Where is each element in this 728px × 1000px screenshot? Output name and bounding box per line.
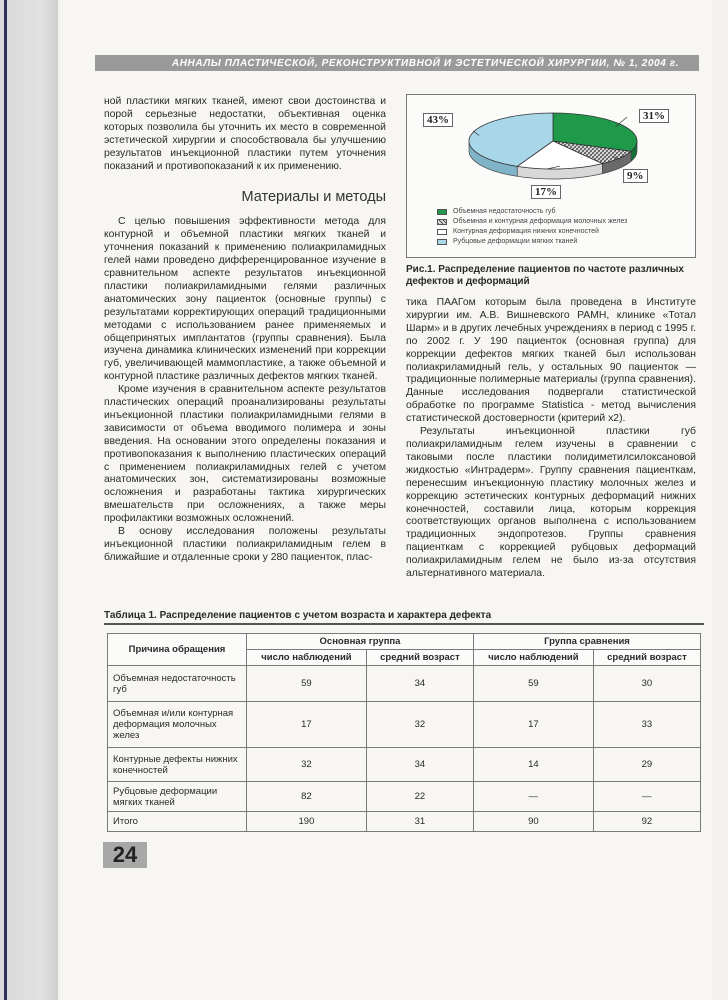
cell-main-age: 34 bbox=[366, 666, 473, 702]
header-compare-group: Группа сравнения bbox=[473, 634, 700, 650]
cell-compare-age: 92 bbox=[593, 812, 700, 832]
right-column bbox=[406, 297, 696, 581]
legend-swatch-blue bbox=[437, 239, 447, 245]
pie-label-scars: 43% bbox=[423, 113, 453, 127]
cell-main-count: 59 bbox=[247, 666, 367, 702]
cell-compare-count: — bbox=[473, 782, 593, 812]
legend-label: Контурная деформация нижних конечностей bbox=[453, 228, 599, 235]
figure-pie-chart bbox=[406, 94, 696, 258]
pie-label-breast: 9% bbox=[623, 169, 648, 183]
table-row-total bbox=[108, 812, 701, 832]
methods-paragraph-3: В основу исследования положены результаты инъекционной пластики полиакриламидным гелем в ближайшие и отдаленные сроки у 280 пациенток, плас- bbox=[104, 526, 386, 563]
legend-label: Объемная и контурная деформация молочных желез bbox=[453, 218, 628, 225]
legend-item bbox=[437, 217, 627, 227]
page-number: 24 bbox=[103, 842, 147, 868]
cell-compare-age: — bbox=[593, 782, 700, 812]
methods-paragraph-2: Кроме изучения в сравнительном аспекте результатов пластических операций проанализированы результаты инъекционной пластики полиакриламидными гелями в зависимости от объема вводимого полимера и зоны введения. На основании этого определены показания и противопоказания к выполнению пластических операций с применением полиакриламидных гелей с учетом анатомических зон, систематизированы возможные осложнения и разработаны тактика хирургических вмешательств при осложнениях, а также меры профилактики возможных осложнений. bbox=[104, 384, 386, 525]
binder-strip bbox=[0, 0, 58, 1000]
legend-item bbox=[437, 237, 627, 247]
table-row bbox=[108, 666, 701, 702]
cell-main-count: 32 bbox=[247, 748, 367, 782]
cell-compare-age: 33 bbox=[593, 702, 700, 748]
cell-compare-age: 29 bbox=[593, 748, 700, 782]
cell-compare-count: 17 bbox=[473, 702, 593, 748]
cell-main-count: 17 bbox=[247, 702, 367, 748]
right-paragraph-2: Результаты инъекционной пластики губ полиакриламидным гелем изучены в сравнении с таковыми после пластики полидиметилсилоксановой жидкостью «Интрадерм». Группу сравнения пациенткам, перенесшим инъекционную пластику молочных желез и коррекцию эстетических контурных деформаций нижних конечностей, составили лица, которым коррекция соответствующих органов выполнена с использованием традиционных эндопротезов. Группы сравнения пациенткам с коррекцией рубцовых деформаций полиакриламидным гелем не было из-за отсутствия альтернативного материала. bbox=[406, 426, 696, 580]
chart-legend bbox=[437, 207, 627, 247]
subheader-count: число наблюдений bbox=[473, 650, 593, 666]
figure-caption: Рис.1. Распределение пациентов по частоте различных дефектов и деформаций bbox=[406, 264, 684, 287]
legend-swatch-white bbox=[437, 229, 447, 235]
legend-label: Объемная недостаточность губ bbox=[453, 208, 556, 215]
row-label: Рубцовые деформации мягких тканей bbox=[108, 782, 247, 812]
header-main-group: Основная группа bbox=[247, 634, 474, 650]
table-wrapper bbox=[104, 623, 704, 832]
legend-label: Рубцовые деформации мягких тканей bbox=[453, 238, 578, 245]
row-label: Итого bbox=[108, 812, 247, 832]
table-header-row bbox=[108, 634, 701, 650]
subheader-age: средний возраст bbox=[366, 650, 473, 666]
binder-edge bbox=[4, 0, 7, 1000]
subheader-count: число наблюдений bbox=[247, 650, 367, 666]
table-title: Таблица 1. Распределение пациентов с учетом возраста и характера дефекта bbox=[104, 610, 492, 621]
pie-label-lips: 31% bbox=[639, 109, 669, 123]
table-row bbox=[108, 702, 701, 748]
cell-compare-count: 90 bbox=[473, 812, 593, 832]
legend-item bbox=[437, 207, 627, 217]
data-table bbox=[107, 633, 701, 832]
cell-compare-count: 14 bbox=[473, 748, 593, 782]
subheader-age: средний возраст bbox=[593, 650, 700, 666]
header-reason: Причина обращения bbox=[108, 634, 247, 666]
pie-label-legs: 17% bbox=[531, 185, 561, 199]
legend-swatch-green bbox=[437, 209, 447, 215]
cell-main-age: 34 bbox=[366, 748, 473, 782]
row-label: Объемная и/или контурная деформация молочных желез bbox=[108, 702, 247, 748]
legend-item bbox=[437, 227, 627, 237]
cell-main-age: 22 bbox=[366, 782, 473, 812]
cell-main-count: 190 bbox=[247, 812, 367, 832]
journal-header bbox=[95, 55, 699, 71]
table-row bbox=[108, 782, 701, 812]
legend-swatch-hatch bbox=[437, 219, 447, 225]
methods-paragraph-1: С целью повышения эффективности метода для контурной и объемной пластики мягких тканей и уточнения показаний к применению полиакриламидных гелей нами проведено дифференцированное изучение в сравнительном аспекте результатов инъекционной пластики полиакриламидными гелями различных анатомических зону пациенток (основные группы) с результатами корректирующих операций традиционными методами с использованием ранее применяемых и общепринятых имплантатов (группы сравнения). Была изучена динамика клинических изменений при коррекции губ, увеличивающей маммопластике, а также объемной и контурной пластике различных дефектов мягких тканей. bbox=[104, 216, 386, 383]
cell-compare-count: 59 bbox=[473, 666, 593, 702]
section-title: Материалы и методы bbox=[241, 189, 386, 206]
cell-compare-age: 30 bbox=[593, 666, 700, 702]
row-label: Контурные дефекты нижних конечностей bbox=[108, 748, 247, 782]
cell-main-age: 32 bbox=[366, 702, 473, 748]
row-label: Объемная недостаточность губ bbox=[108, 666, 247, 702]
right-paragraph-1: тика ПААГом которым была проведена в Институте хирургии им. А.В. Вишневского РАМН, клинике «Тотал Шарм» и в других лечебных учреждениях в период с 1995 г. по 2002 г. У 190 пациенток (основная группа) для коррекции дефектов мягких тканей был использован полиакриламидный гель, у остальных 90 пациенток — традиционные полимерные материалы (группа сравнения). Данные исследования подвергали статистической обработке по программе Statistica - метод вычисления статистической достоверности (критерий х2). bbox=[406, 297, 696, 425]
cell-main-count: 82 bbox=[247, 782, 367, 812]
journal-header-text: АННАЛЫ ПЛАСТИЧЕСКОЙ, РЕКОНСТРУКТИВНОЙ И ЭСТЕТИЧЕСКОЙ ХИРУРГИИ, № 1, 2004 г. bbox=[171, 57, 679, 69]
left-column bbox=[104, 96, 386, 565]
table-row bbox=[108, 748, 701, 782]
cell-main-age: 31 bbox=[366, 812, 473, 832]
intro-paragraph: ной пластики мягких тканей, имеют свои достоинства и порой серьезные недостатки, объективная оценка которых позволила бы уточнить их место в современной эстетической хирургии и способствовала бы улучшению результатов инъекционной пластики путем уточнения показаний и противопоказаний к их применению. bbox=[104, 96, 386, 172]
